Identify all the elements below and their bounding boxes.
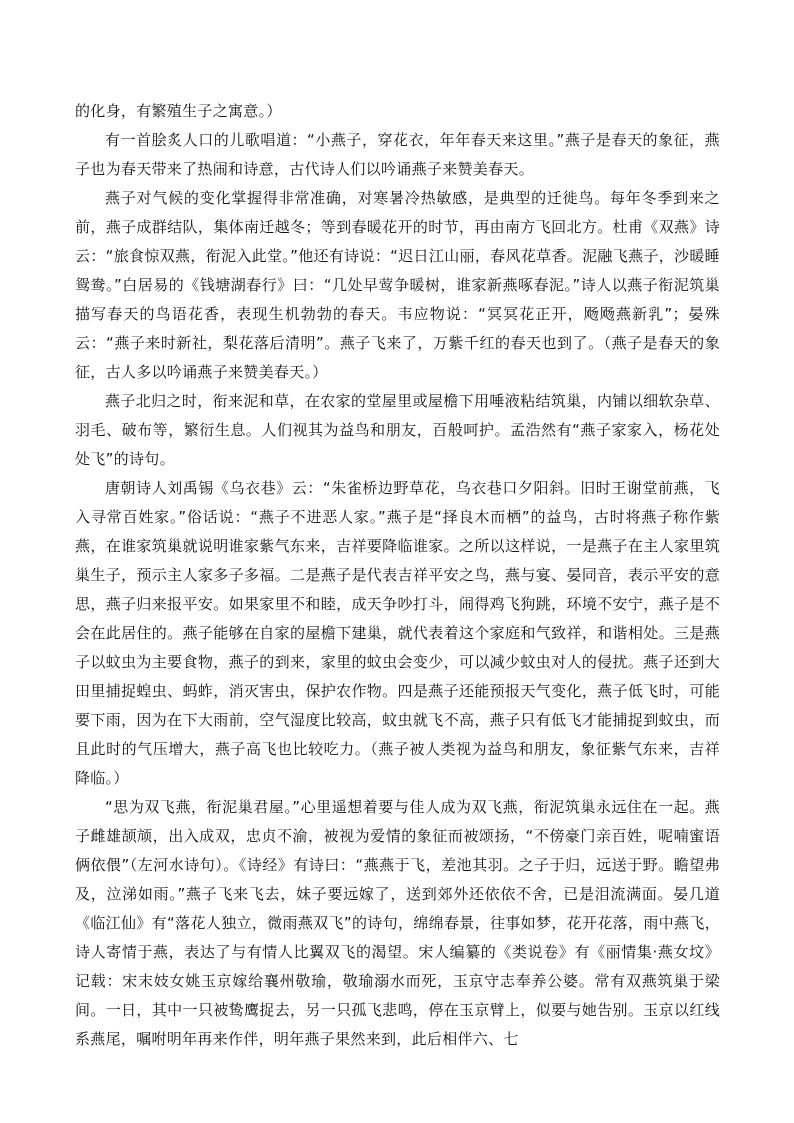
paragraph-6: “思为双飞燕，衔泥巢君屋。”心里遥想着要与佳人成为双飞燕，衔泥筑巢永远住在一起。燕子雌雄颉颃，出入成双，忠贞不渝，被视为爱情的象征而被颂扬，“不傍豪门亲百姓，呢喃蜜语俩依偎”（左河水诗句）。《诗经》有诗曰：“燕燕于飞，差池其羽。之子于归，远送于野。瞻望弗及，泣涕如雨。”燕子飞来飞去，妹子要远嫁了，送到郊外还依依不舍，已是泪流满面。晏几道《临江仙》有“落花人独立，微雨燕双飞”的诗句，绵绵春景，往事如梦，花开花落，雨中燕飞，诗人寄情于燕，表达了与有情人比翼双飞的渴望。宋人编纂的《类说卷》有《丽情集·燕女坟》记载：宋末妓女姚玉京嫁给襄州敬瑜，敬瑜溺水而死，玉京守志奉养公婆。常有双燕筑巢于梁间。一日，其中一只被鸷鹰捉去，另一只孤飞悲鸣，停在玉京臂上，似要与她告别。玉京以红线系燕尾，嘱咐明年再来作伴，明年燕子果然来到，此后相伴六、七 (75, 798, 720, 1048)
paragraph-4: 燕子北归之时，衔来泥和草，在农家的堂屋里或屋檐下用唾液粘结筑巢，内铺以细软杂草、羽毛、破布等，繁衍生息。人们视其为益鸟和朋友，百般呵护。孟浩然有“燕子家家入，杨花处处飞”的诗句。 (75, 392, 720, 468)
article-body (75, 97, 720, 1054)
paragraph-3: 燕子对气候的变化掌握得非常准确，对寒暑冷热敏感，是典型的迁徙鸟。每年冬季到来之前，燕子成群结队，集体南迁越冬；等到春暖花开的时节，再由南方飞回北方。杜甫《双燕》诗云：“旅食惊双燕，衔泥入此堂。”他还有诗说：“迟日江山丽，春风花草香。泥融飞燕子，沙暖睡鸳鸯。”白居易的《钱塘湖春行》曰：“几处早莺争暖树，谁家新燕啄春泥。”诗人以燕子衔泥筑巢描写春天的鸟语花香，表现生机勃勃的春天。韦应物说：“冥冥花正开，飏飏燕新乳”；晏殊云：“燕子来时新社，梨花落后清明”。燕子飞来了，万紫千红的春天也到了。（燕子是春天的象征，古人多以吟诵燕子来赞美春天。） (75, 189, 720, 381)
paragraph-5: 唐朝诗人刘禹锡《乌衣巷》云：“朱雀桥边野草花，乌衣巷口夕阳斜。旧时王谢堂前燕，飞入寻常百姓家。”俗话说：“燕子不进恶人家。”燕子是“择良木而栖”的益鸟，古时将燕子称作紫燕，在谁家筑巢就说明谁家紫气东来，吉祥要降临谁家。之所以这样说，一是燕子在主人家里筑巢生子，预示主人家多子多福。二是燕子是代表吉祥平安之鸟，燕与宴、晏同音，表示平安的意思，燕子归来报平安。如果家里不和睦，成天争吵打斗，闹得鸡飞狗跳，环境不安宁，燕子是不会在此居住的。燕子能够在自家的屋檐下建巢，就代表着这个家庭和气致祥，和谐相处。三是燕子以蚊虫为主要食物，燕子的到来，家里的蚊虫会变少，可以减少蚊虫对人的侵扰。燕子还到大田里捕捉蝗虫、蚂蚱，消灭害虫，保护农作物。四是燕子还能预报天气变化，燕子低飞时，可能要下雨，因为在下大雨前，空气湿度比较高，蚊虫就飞不高，燕子只有低飞才能捕捉到蚊虫，而且此时的气压增大，燕子高飞也比较吃力。（燕子被人类视为益鸟和朋友，象征紫气东来，吉祥降临。） (75, 479, 720, 787)
paragraph-2: 有一首脍炙人口的儿歌唱道：“小燕子，穿花衣，年年春天来这里。”燕子是春天的象征，燕子也为春天带来了热闹和诗意，古代诗人们以吟诵燕子来赞美春天。 (75, 131, 720, 178)
paragraph-1: 的化身，有繁殖生子之寓意。） (75, 102, 282, 120)
